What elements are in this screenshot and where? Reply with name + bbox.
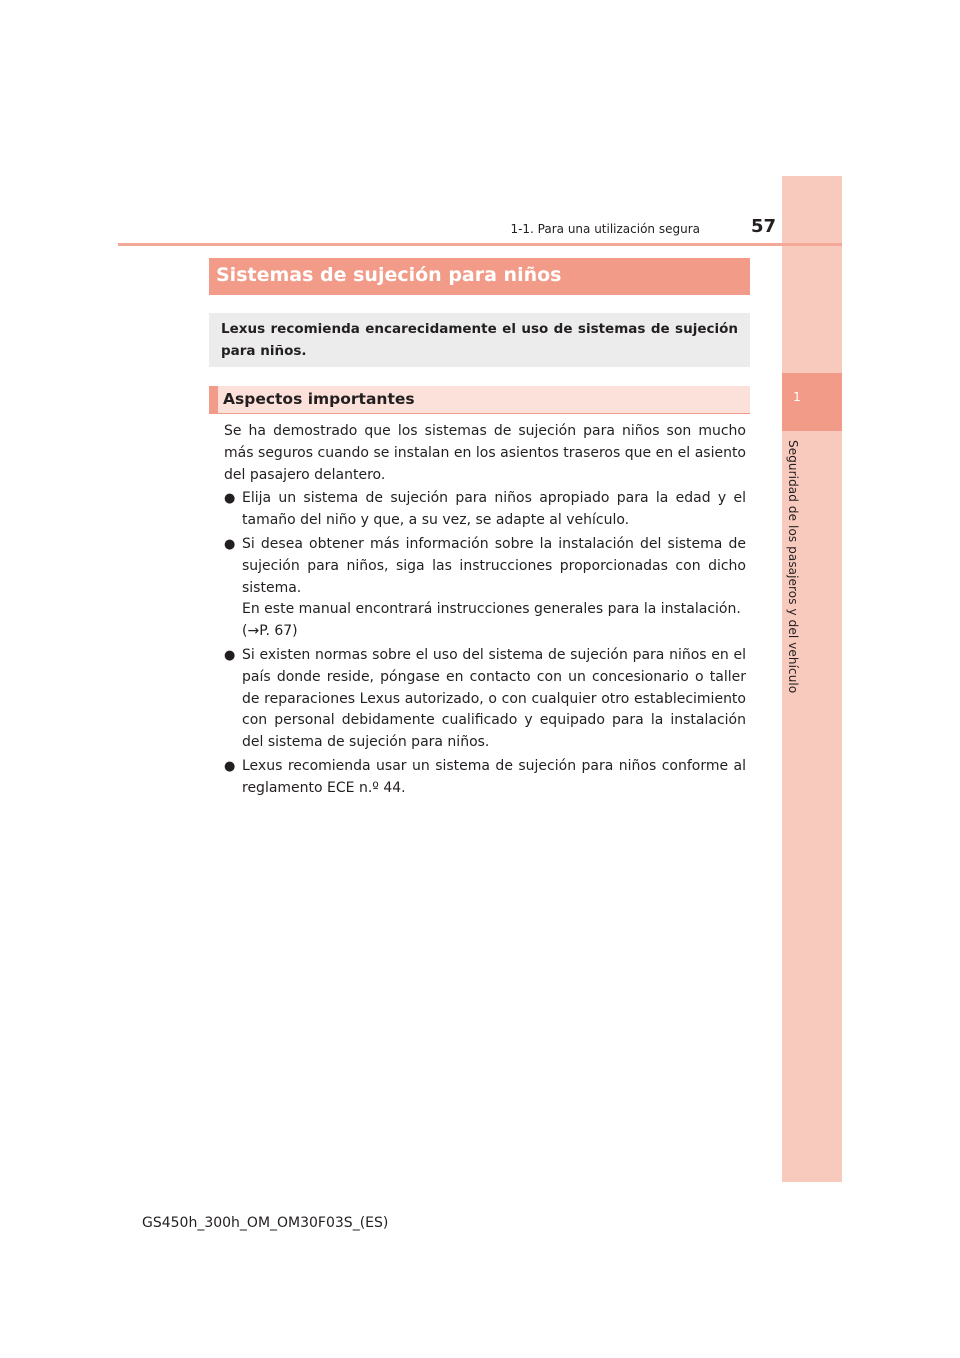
chapter-title: Seguridad de los pasajeros y del vehículo — [786, 440, 800, 694]
bullet-icon: ● — [224, 758, 236, 774]
page-number: 57 — [751, 216, 777, 237]
subheading: Aspectos importantes — [209, 386, 750, 414]
intro-box: Lexus recomienda encarecidamente el uso de sistemas de sujeción para niños. — [209, 313, 750, 367]
content-body — [224, 421, 746, 800]
list-item — [224, 645, 746, 754]
header-divider — [118, 243, 842, 246]
bullet-icon: ● — [224, 647, 236, 663]
chapter-number: 1 — [793, 390, 801, 404]
intro-paragraph: Se ha demostrado que los sistemas de sujeción para niños son mucho más seguros cuando se instalan en los asientos traseros que en el asiento del pasajero delantero. — [224, 423, 746, 483]
bullet-text: Si existen normas sobre el uso del sistema de sujeción para niños en el país donde reside, póngase en contacto con un concesionario o taller de reparaciones Lexus autorizado, o con cualquier otro establecimiento con personal debidamente cualificado y equipado para la instalación del sistema de sujeción para niños. — [242, 646, 746, 751]
bullet-text: Lexus recomienda usar un sistema de sujeción para niños conforme al reglamento ECE n.º 44. — [242, 757, 746, 796]
bullet-icon: ● — [224, 536, 236, 552]
list-item — [224, 756, 746, 800]
bullet-icon: ● — [224, 491, 236, 507]
list-item — [224, 488, 746, 532]
bullet-text: Si desea obtener más información sobre la instalación del sistema de sujeción para niños, siga las instrucciones proporcionadas con dicho sistema. — [242, 535, 746, 596]
bullet-extra-text: En este manual encontrará instrucciones generales para la instalación. — [242, 601, 741, 618]
page-reference-link[interactable]: (→P. 67) — [242, 623, 298, 640]
section-header: 1-1. Para una utilización segura — [510, 222, 700, 236]
document-code-footer: GS450h_300h_OM_OM30F03S_(ES) — [142, 1215, 389, 1231]
list-item — [224, 534, 746, 643]
bullet-text: Elija un sistema de sujeción para niños apropiado para la edad y el tamaño del niño y que, a su vez, se adapte al vehículo. — [242, 490, 746, 529]
page-title: Sistemas de sujeción para niños — [209, 258, 750, 295]
